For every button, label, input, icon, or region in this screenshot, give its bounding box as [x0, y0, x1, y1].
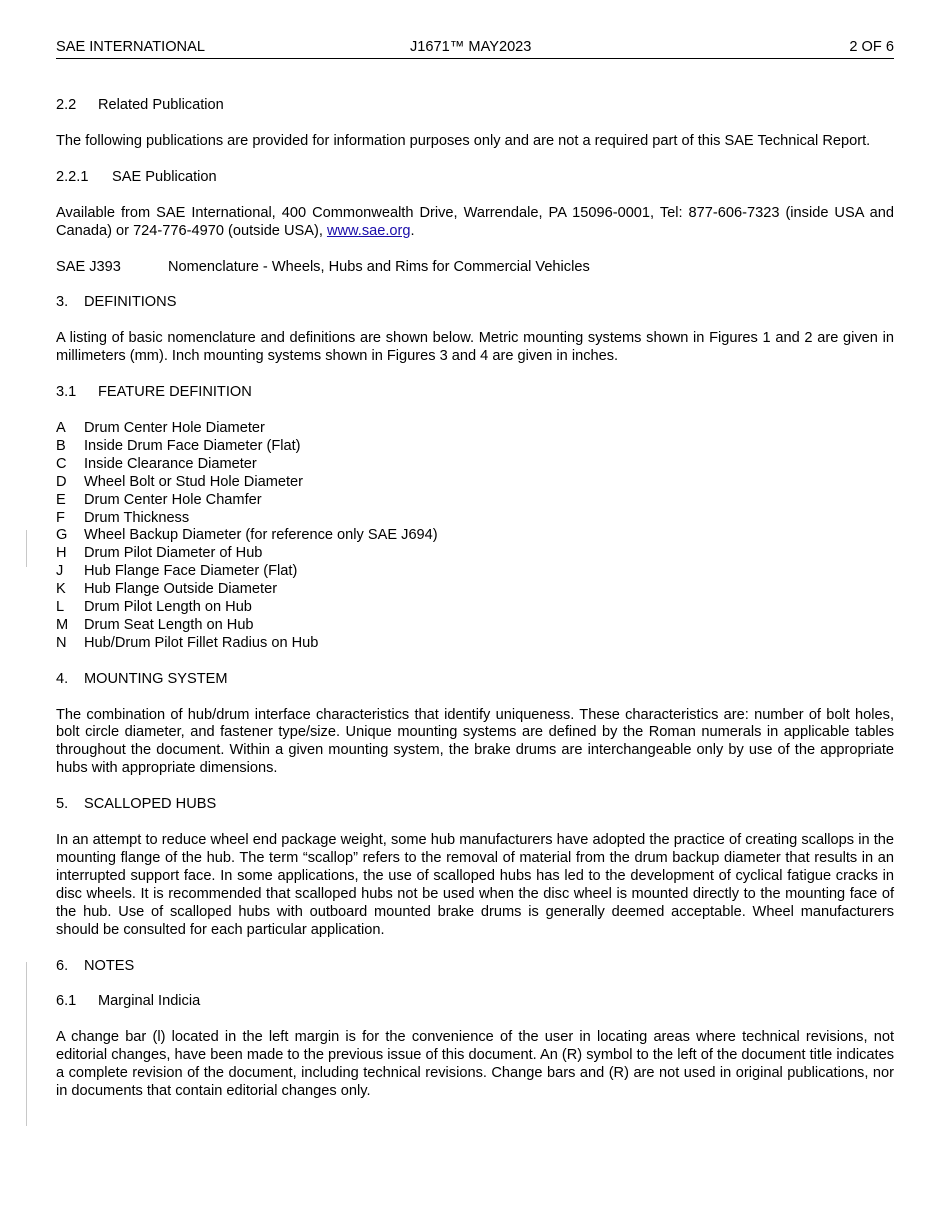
feature-label: Inside Clearance Diameter — [84, 455, 257, 472]
section-number: 6.1 — [56, 993, 77, 1010]
header-page-number: 2 OF 6 — [849, 39, 894, 55]
feature-letter: G — [56, 527, 68, 544]
list-item — [56, 599, 894, 617]
paragraph-marginal-indicia: A change bar (l) located in the left margin is for the convenience of the user in locating areas where technical revisions, not editorial changes, have been made to the previous issue of this document. An (R) symbol to the left of the document title indicates a complete revision of the document, including technical revisions. Change bars and (R) are not used in original publications, nor in documents that contain editorial changes only. — [56, 1029, 894, 1100]
page-header — [56, 38, 894, 59]
heading-5 — [56, 796, 894, 814]
heading-3-1 — [56, 384, 894, 402]
feature-letter: J — [56, 563, 64, 580]
section-title: SCALLOPED HUBS — [84, 796, 217, 813]
paragraph-related-publication: The following publications are provided for information purposes only and are not a required part of this SAE Technical Report. — [56, 132, 871, 149]
section-number: 4. — [56, 670, 69, 687]
list-item — [56, 510, 894, 528]
heading-6 — [56, 958, 894, 976]
list-item — [56, 617, 894, 635]
feature-definition-list — [56, 420, 894, 653]
feature-letter: B — [56, 437, 66, 454]
reference-code: SAE J393 — [56, 258, 121, 275]
availability-text-end: . — [410, 222, 415, 239]
section-number: 3.1 — [56, 384, 77, 401]
section-title: Marginal Indicia — [98, 993, 201, 1010]
section-title: DEFINITIONS — [84, 294, 177, 311]
feature-label: Hub Flange Face Diameter (Flat) — [84, 563, 298, 580]
list-item — [56, 438, 894, 456]
section-title: NOTES — [84, 957, 135, 974]
list-item — [56, 420, 894, 438]
feature-label: Wheel Bolt or Stud Hole Diameter — [84, 473, 303, 490]
heading-6-1 — [56, 993, 894, 1011]
feature-letter: M — [56, 616, 69, 633]
section-number: 3. — [56, 294, 69, 311]
feature-letter: F — [56, 509, 65, 526]
heading-4 — [56, 671, 894, 689]
section-title: SAE Publication — [112, 168, 217, 185]
feature-letter: E — [56, 491, 66, 508]
paragraph-scalloped-hubs: In an attempt to reduce wheel end package weight, some hub manufacturers have adopted the practice of creating scallops in the mounting flange of the hub. The term “scallop” refers to the removal of material from the drum backup diameter that results in an interrupted support face. In some applications, the use of scalloped hubs has led to the development of cyclical fatigue cracks in disc wheels. It is recommended that scalloped hubs not be used when the disc wheel is mounted directly to the mounting face of the hub. Use of scalloped hubs with outboard mounted brake drums is generally deemed acceptable. Wheel manufacturers should be consulted for each particular application. — [56, 832, 894, 938]
section-number: 2.2 — [56, 97, 77, 113]
feature-label: Hub/Drum Pilot Fillet Radius on Hub — [84, 634, 319, 651]
section-number: 5. — [56, 796, 69, 813]
paragraph-mounting-system: The combination of hub/drum interface characteristics that identify uniqueness. These characteristics are: number of bolt holes, bolt circle diameter, and fastener type/size. Unique mounting systems are defined by the Roman numerals in applicable tables throughout the document. Within a given mounting system, the brake drums are interchangeable only by use of the appropriate hubs with appropriate dimensions. — [56, 706, 894, 777]
feature-label: Drum Center Hole Chamfer — [84, 491, 262, 508]
feature-letter: D — [56, 473, 67, 490]
feature-letter: N — [56, 634, 67, 651]
section-number: 2.2.1 — [56, 168, 89, 185]
list-item — [56, 474, 894, 492]
feature-letter: A — [56, 420, 66, 437]
feature-letter: C — [56, 455, 67, 472]
list-item — [56, 527, 894, 545]
sae-website-link[interactable]: www.sae.org — [326, 222, 411, 239]
change-bar-marginal-indicia — [26, 962, 27, 1126]
reference-entry — [56, 259, 894, 277]
feature-label: Hub Flange Outside Diameter — [84, 581, 278, 598]
feature-label: Drum Pilot Length on Hub — [84, 598, 252, 615]
header-organization: SAE INTERNATIONAL — [56, 39, 205, 55]
header-document-id: J1671™ MAY2023 — [410, 39, 532, 55]
feature-label: Drum Thickness — [84, 509, 190, 526]
feature-label: Drum Seat Length on Hub — [84, 616, 254, 633]
feature-label: Inside Drum Face Diameter (Flat) — [84, 437, 301, 454]
list-item — [56, 545, 894, 563]
feature-label: Drum Center Hole Diameter — [84, 420, 265, 437]
list-item — [56, 456, 894, 474]
section-title: Related Publication — [98, 97, 224, 113]
feature-letter: K — [56, 581, 66, 598]
section-number: 6. — [56, 957, 69, 974]
feature-label: Wheel Backup Diameter (for reference only SAE J694) — [84, 527, 438, 544]
heading-2-2-1 — [56, 169, 894, 187]
feature-label: Drum Pilot Diameter of Hub — [84, 545, 263, 562]
heading-3 — [56, 294, 894, 312]
availability-text: Available from SAE International, 400 Commonwealth Drive, Warrendale, PA 15096-0001, Tel: 877-606-7323 (inside USA and Canada) or 724-776-4970 (outside USA), — [56, 204, 894, 239]
document-body — [56, 97, 894, 1119]
section-title: MOUNTING SYSTEM — [84, 670, 228, 687]
heading-2-2 — [56, 97, 894, 115]
feature-letter: H — [56, 545, 67, 562]
list-item — [56, 563, 894, 581]
section-title: FEATURE DEFINITION — [98, 384, 252, 401]
paragraph-sae-publication — [56, 205, 894, 241]
list-item — [56, 492, 894, 510]
change-bar-feature-g — [26, 530, 27, 567]
reference-title: Nomenclature - Wheels, Hubs and Rims for Commercial Vehicles — [168, 258, 590, 275]
feature-letter: L — [56, 598, 65, 615]
list-item — [56, 581, 894, 599]
list-item — [56, 635, 894, 653]
paragraph-definitions: A listing of basic nomenclature and definitions are shown below. Metric mounting systems shown in Figures 1 and 2 are given in millimeters (mm). Inch mounting systems shown in Figures 3 and 4 are given in inches. — [56, 330, 894, 365]
